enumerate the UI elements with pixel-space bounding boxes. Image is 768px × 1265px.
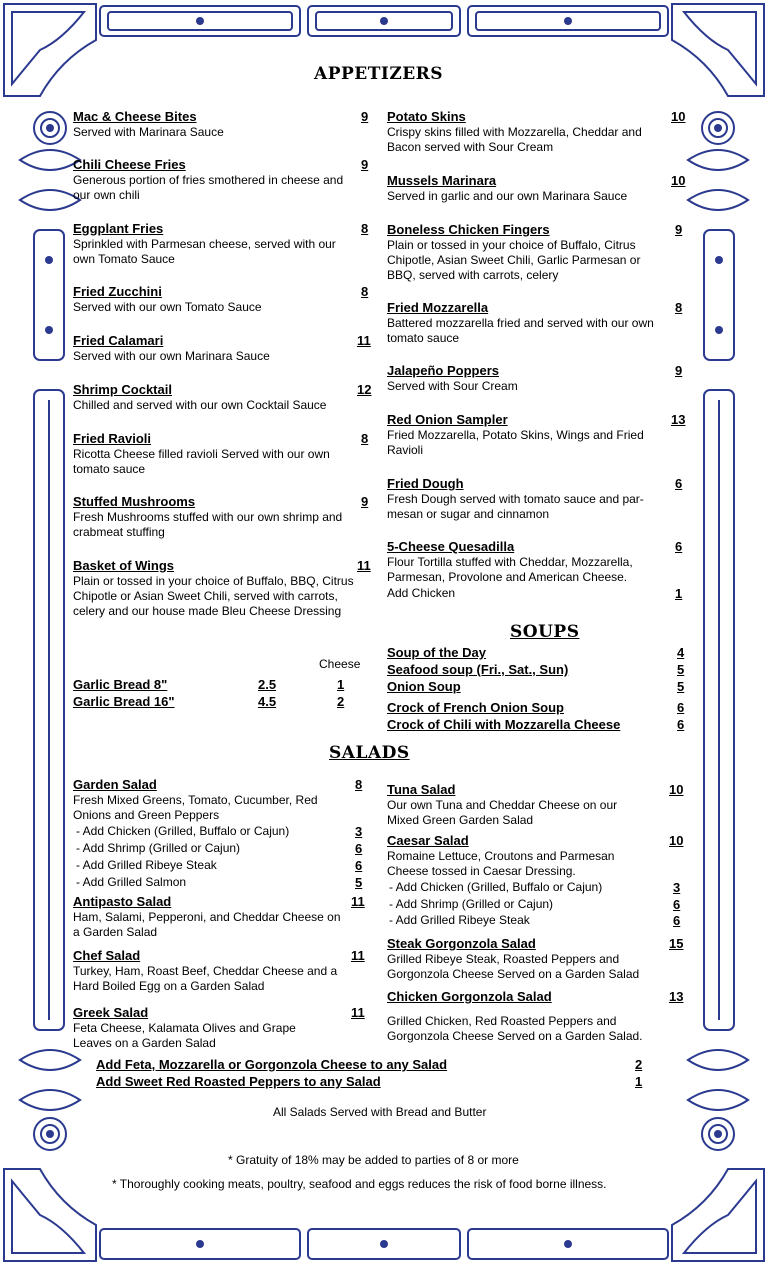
item-price: 8: [355, 777, 363, 792]
item-name: Basket of Wings: [73, 558, 175, 573]
item-name: Fried Dough: [387, 476, 464, 491]
item-desc: Generous portion of fries smothered in cheese and our own chili: [73, 173, 344, 202]
addon-price: 6: [355, 841, 363, 856]
item-price: 13: [669, 989, 684, 1004]
item-name: Shrimp Cocktail: [73, 382, 172, 397]
item-price: 9: [361, 109, 369, 124]
addon-price: 6: [673, 913, 681, 928]
item-name: Chili Cheese Fries: [73, 157, 186, 172]
addon-price: 6: [355, 858, 363, 873]
item-price: 9: [361, 157, 369, 172]
extra-price: 2: [635, 1057, 643, 1072]
item-name: Chef Salad: [73, 948, 141, 963]
addon-label: - Add Grilled Ribeye Steak: [389, 913, 530, 927]
garlic-bread-name: Garlic Bread 16": [73, 694, 175, 709]
soup-name: Onion Soup: [387, 679, 461, 694]
menu-item: [73, 777, 338, 823]
item-desc: Feta Cheese, Kalamata Olives and Grape Leaves on a Garden Salad: [73, 1021, 296, 1050]
garlic-bread-price: 4.5: [258, 694, 277, 709]
item-price: 8: [675, 300, 683, 315]
menu-item: [387, 412, 667, 458]
item-desc: Fresh Mixed Greens, Tomato, Cucumber, Red Onions and Green Peppers: [73, 793, 318, 822]
item-price: 9: [361, 494, 369, 509]
item-price: 10: [669, 782, 684, 797]
item-price: 13: [671, 412, 686, 427]
item-name: Garden Salad: [73, 777, 157, 792]
item-desc: Chilled and served with our own Cocktail Sauce: [73, 398, 327, 412]
menu-item: [73, 1005, 328, 1051]
addon-label: Add Chicken: [387, 586, 456, 600]
item-price: 15: [669, 936, 684, 951]
item-name: Steak Gorgonzola Salad: [387, 936, 536, 951]
garlic-bread-cheese-price: 1: [337, 677, 345, 692]
menu-item: [73, 948, 348, 994]
item-desc: Fresh Dough served with tomato sauce and par-mesan or sugar and cinnamon: [387, 492, 644, 521]
extra-label: Add Feta, Mozzarella or Gorgonzola Cheese to any Salad: [96, 1057, 448, 1072]
bread-note: All Salads Served with Bread and Butter: [273, 1105, 487, 1119]
menu-item: [73, 221, 358, 267]
soup-name: Crock of French Onion Soup: [387, 700, 564, 715]
item-price: 9: [675, 222, 683, 237]
item-name: Greek Salad: [73, 1005, 149, 1020]
menu-item: [387, 363, 667, 394]
item-name: Stuffed Mushrooms: [73, 494, 196, 509]
item-name: Fried Zucchini: [73, 284, 162, 299]
soups-title: SOUPS: [510, 622, 580, 642]
garlic-bread-name: Garlic Bread 8": [73, 677, 168, 692]
menu-item: [73, 157, 358, 203]
soup-price: 6: [677, 717, 685, 732]
addon-price: 3: [673, 880, 681, 895]
item-desc: Served in garlic and our own Marinara Sauce: [387, 189, 628, 203]
extra-label: Add Sweet Red Roasted Peppers to any Salad: [96, 1074, 381, 1089]
addon-label: - Add Grilled Ribeye Steak: [76, 858, 217, 872]
addon-label: - Add Grilled Salmon: [76, 875, 187, 889]
addon-price: 6: [673, 897, 681, 912]
item-name: Jalapeño Poppers: [387, 363, 499, 378]
item-desc: Ricotta Cheese filled ravioli Served with our own tomato sauce: [73, 447, 330, 476]
item-desc: Plain or tossed in your choice of Buffalo, BBQ, Citrus Chipotle or Asian Sweet Chili, served with carrots, celery and our house made Bleu Cheese Dressing: [73, 574, 354, 618]
addon-price: 3: [355, 824, 363, 839]
item-price: 10: [671, 109, 686, 124]
soup-name: Soup of the Day: [387, 645, 486, 660]
item-price: 12: [357, 382, 372, 397]
item-desc: Grilled Ribeye Steak, Roasted Peppers and Gorgonzola Cheese Served on a Garden Salad: [387, 952, 640, 981]
menu-item: [387, 173, 667, 204]
item-desc: Romaine Lettuce, Croutons and Parmesan Cheese tossed in Caesar Dressing.: [387, 849, 615, 878]
menu-item: [73, 109, 358, 140]
menu-item: [387, 109, 667, 155]
item-desc: Turkey, Ham, Roast Beef, Cheddar Cheese and a Hard Boiled Egg on a Garden Salad: [73, 964, 338, 993]
addon-label: - Add Shrimp (Grilled or Cajun): [76, 841, 241, 855]
item-name: Mac & Cheese Bites: [73, 109, 197, 124]
item-price: 10: [671, 173, 686, 188]
item-price: 11: [357, 558, 371, 573]
food-safety-warning: * Thoroughly cooking meats, poultry, seafood and eggs reduces the risk of food borne illness.: [112, 1177, 607, 1191]
item-price: 8: [361, 431, 369, 446]
item-name: Fried Ravioli: [73, 431, 152, 446]
item-price: 11: [351, 948, 365, 963]
item-name: Caesar Salad: [387, 833, 469, 848]
soup-price: 5: [677, 679, 685, 694]
menu-item: [73, 494, 358, 540]
item-desc: Served with Sour Cream: [387, 379, 518, 393]
item-desc: Crispy skins filled with Mozzarella, Cheddar and Bacon served with Sour Cream: [387, 125, 642, 154]
addon-price: 5: [355, 875, 363, 890]
item-desc: Ham, Salami, Pepperoni, and Cheddar Cheese on a Garden Salad: [73, 910, 341, 939]
item-desc: Served with our own Marinara Sauce: [73, 349, 270, 363]
item-price: 8: [361, 284, 369, 299]
cheese-header: Cheese: [319, 657, 361, 671]
item-desc: Served with our own Tomato Sauce: [73, 300, 262, 314]
item-desc: Battered mozzarella fried and served with our own tomato sauce: [387, 316, 654, 345]
item-price: 9: [675, 363, 683, 378]
menu-item: [387, 936, 667, 982]
menu-item: [387, 222, 667, 283]
appetizers-title: APPETIZERS: [314, 64, 444, 84]
menu-item: [387, 782, 647, 828]
soup-price: 4: [677, 645, 685, 660]
menu-item: [73, 382, 358, 413]
soup-name: Seafood soup (Fri., Sat., Sun): [387, 662, 569, 677]
item-name: Tuna Salad: [387, 782, 456, 797]
item-price: 10: [669, 833, 684, 848]
item-name: Fried Mozzarella: [387, 300, 489, 315]
menu-item: [73, 333, 358, 364]
item-desc: Flour Tortilla stuffed with Cheddar, Mozzarella, Parmesan, Provolone and American Cheese.: [387, 555, 633, 584]
item-desc: Served with Marinara Sauce: [73, 125, 224, 139]
menu-item: [73, 558, 358, 619]
item-price: 6: [675, 539, 683, 554]
garlic-bread-cheese-price: 2: [337, 694, 345, 709]
item-name: Mussels Marinara: [387, 173, 497, 188]
addon-label: - Add Chicken (Grilled, Buffalo or Cajun): [76, 824, 290, 838]
menu-item: [387, 539, 657, 585]
menu-item: [387, 833, 647, 879]
item-desc: Plain or tossed in your choice of Buffalo, Citrus Chipotle, Asian Sweet Chili, Garlic Parmesan or BBQ, served with carrots, celery: [387, 238, 641, 282]
extra-price: 1: [635, 1074, 643, 1089]
item-desc: Grilled Chicken, Red Roasted Peppers and Gorgonzola Cheese Served on a Garden Salad.: [387, 1014, 643, 1043]
item-price: 8: [361, 221, 369, 236]
addon-label: - Add Chicken (Grilled, Buffalo or Cajun): [389, 880, 603, 894]
gratuity-note: * Gratuity of 18% may be added to parties of 8 or more: [228, 1153, 519, 1167]
menu-item: [73, 431, 358, 477]
item-name: Boneless Chicken Fingers: [387, 222, 550, 237]
item-price: 11: [351, 1005, 365, 1020]
item-name: Fried Calamari: [73, 333, 164, 348]
soup-price: 6: [677, 700, 685, 715]
soup-price: 5: [677, 662, 685, 677]
item-price: 11: [351, 894, 365, 909]
item-desc: Fried Mozzarella, Potato Skins, Wings and Fried Ravioli: [387, 428, 644, 457]
item-desc: Our own Tuna and Cheddar Cheese on our Mixed Green Garden Salad: [387, 798, 618, 827]
item-name: Potato Skins: [387, 109, 466, 124]
garlic-bread-price: 2.5: [258, 677, 277, 692]
menu-item: [387, 476, 659, 522]
item-price: 6: [675, 476, 683, 491]
soup-name: Crock of Chili with Mozzarella Cheese: [387, 717, 621, 732]
item-desc: Fresh Mushrooms stuffed with our own shrimp and crabmeat stuffing: [73, 510, 343, 539]
item-name: 5-Cheese Quesadilla: [387, 539, 515, 554]
item-name: Red Onion Sampler: [387, 412, 508, 427]
menu-item: [73, 894, 348, 940]
item-price: 11: [357, 333, 371, 348]
addon-price: 1: [675, 586, 683, 601]
menu-item: [387, 300, 667, 346]
item-name: Eggplant Fries: [73, 221, 164, 236]
menu-item: [73, 284, 358, 315]
item-desc: Sprinkled with Parmesan cheese, served with our own Tomato Sauce: [73, 237, 336, 266]
salads-title: SALADS: [329, 743, 410, 763]
item-name: Chicken Gorgonzola Salad: [387, 989, 552, 1004]
item-name: Antipasto Salad: [73, 894, 172, 909]
addon-label: - Add Shrimp (Grilled or Cajun): [389, 897, 554, 911]
